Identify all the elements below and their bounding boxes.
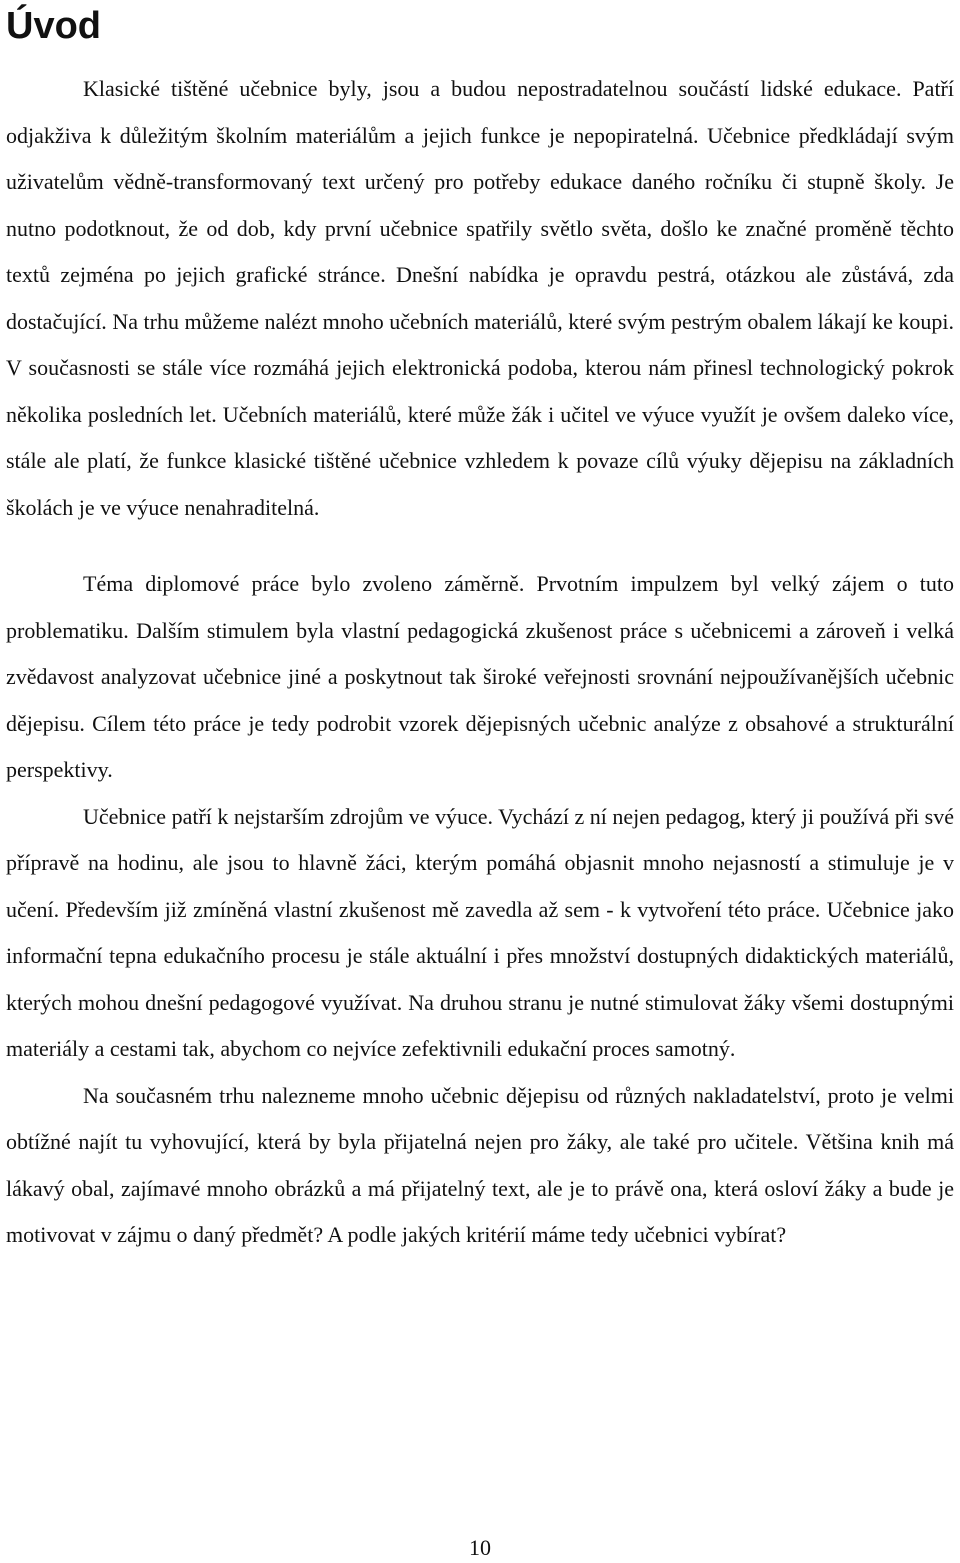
document-page — [6, 0, 954, 1259]
paragraph-intro: Klasické tištěné učebnice byly, jsou a budou nepostradatelnou součástí lidské edukace. Patří odjakživa k důležitým školním materiálům a jejich funkce je nepopiratelná. Učebnice předkládají svým uživatelům vědně-transformovaný text určený pro potřeby edukace daného ročníku či stupně školy. Je nutno podotknout, že od dob, kdy první učebnice spatřily světlo světa, došlo ke značné proměně těchto textů zejména po jejich grafické stránce. Dnešní nabídka je opravdu pestrá, otázkou ale zůstává, zda dostačující. Na trhu můžeme nalézt mnoho učebních materiálů, které svým pestrým obalem lákají ke koupi. V současnosti se stále více rozmáhá jejich elektronická podoba, kterou nám přinesl technologický pokrok několika posledních let. Učebních materiálů, které může žák i učitel ve výuce využít je ovšem daleko více, stále ale platí, že funkce klasické tištěné učebnice vzhledem k povaze cílů výuky dějepisu na základních školách je ve výuce nenahraditelná. — [6, 76, 954, 520]
page-title: Úvod — [6, 5, 101, 47]
page-number: 10 — [469, 1535, 491, 1560]
paragraph-spacer — [6, 531, 954, 561]
paragraph-textbook-role: Učebnice patří k nejstarším zdrojům ve výuce. Vychází z ní nejen pedagog, který ji používá při své přípravě na hodinu, ale jsou to hlavně žáci, kterým pomáhá objasnit mnoho nejasností a stimuluje je v učení. Především již zmíněná vlastní zkušenost mě zavedla až sem - k vytvoření této práce. Učebnice jako informační tepna edukačního procesu je stále aktuální i přes množství dostupných didaktických materiálů, kterých mohou dnešní pedagogové využívat. Na druhou stranu je nutné stimulovat žáky všemi dostupnými materiály a cestami tak, abychom co nejvíce zefektivnili edukační proces samotný. — [6, 803, 954, 1061]
paragraph-market: Na současném trhu nalezneme mnoho učebnic dějepisu od různých nakladatelství, proto je velmi obtížné najít tu vyhovující, která by byla přijatelná nejen pro žáky, ale také pro učitele. Většina knih má lákavý obal, zajímavé mnoho obrázků a má přijatelný text, ale je to právě ona, která osloví žáky a bude je motivovat v zájmu o daný předmět? A podle jakých kritérií máme tedy učebnici vybírat? — [6, 1082, 954, 1247]
paragraph-topic: Téma diplomové práce bylo zvoleno záměrně. Prvotním impulzem byl velký zájem o tuto problematiku. Dalším stimulem byla vlastní pedagogická zkušenost práce s učebnicemi a zároveň i velká zvědavost analyzovat učebnice jiné a poskytnout tak široké veřejnosti srovnání nejpoužívanějších učebnic dějepisu. Cílem této práce je tedy podrobit vzorek dějepisných učebnic analýze z obsahové a strukturální perspektivy. — [6, 571, 954, 782]
